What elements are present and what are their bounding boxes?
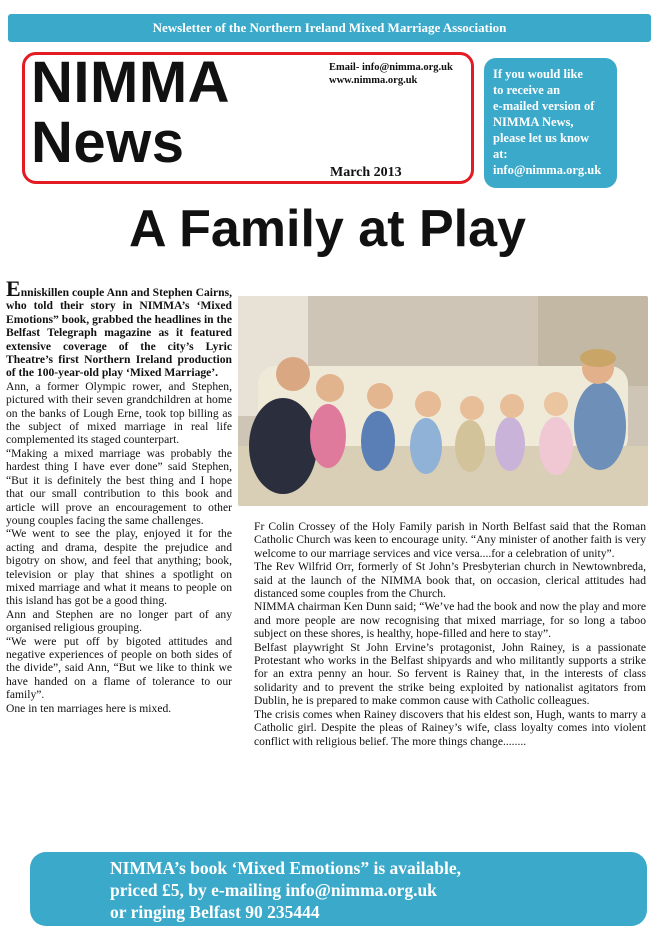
masthead (22, 52, 474, 184)
drop-cap: E (6, 276, 21, 301)
family-photo (238, 296, 648, 506)
left-paragraph: “We went to see the play, enjoyed it for the acting and drama, despite the prejudice and bigotry on show, and feel that anything; book, television or play that shines a spotlight on mixed marriage and what it means to people on this island has got be a good thing. (6, 527, 232, 608)
family-photo-illustration (238, 296, 648, 506)
book-promo-line-1: NIMMA’s book ‘Mixed Emotions” is available, (110, 858, 461, 878)
book-promo-banner (30, 852, 647, 926)
left-paragraph: One in ten marriages here is mixed. (6, 701, 172, 715)
contact-website: www.nimma.org.uk (329, 75, 418, 86)
right-paragraph: The crisis comes when Rainey discovers that his eldest son, Hugh, wants to marry a Catholic girl. Despite the pleas of Rainey’s wife, class loyalty comes into violent conflict with religious belief. The more things change........ (254, 707, 646, 748)
lead-text: nniskillen couple Ann and Stephen Cairns, who told their story in NIMMA’s ‘Mixed Emotions” book, grabbed the headlines in the Belfast Telegraph magazine as it featured extensive coverage of the city’s Lyric Theatre’s first Northern Ireland production of the 100-year-old play ‘Mixed Marriage’. (6, 286, 232, 380)
article-headline: A Family at Play (129, 200, 526, 258)
article-lead (6, 276, 232, 380)
logo-line-2: News (31, 110, 185, 175)
right-paragraph: Belfast playwright St John Ervine’s protagonist, John Rainey, is a passionate Protestant who works in the Belfast shipyards and who militantly supports a strike for an extra penny an hour. So fervent is Rainey that, in the interests of class solidarity and to prevent the strike being exploited by nationalist agitators from Dublin, he is prepared to make common cause with Catholic colleagues. (254, 640, 646, 708)
issue-date: March 2013 (330, 165, 402, 180)
left-paragraph: “We were put off by bigoted attitudes and negative experiences of people on both sides of the divide”, said Ann, “But we like to think we have handed on a flame of tolerance to our family”. (6, 634, 232, 702)
right-paragraph: Fr Colin Crossey of the Holy Family parish in North Belfast said that the Roman Catholic Church was keen to encourage unity. “Any minister of another faith is very welcome to our marriage services and vice versa....for a celebration of unity”. (254, 520, 646, 560)
right-paragraph: NIMMA chairman Ken Dunn said; “We’ve had the book and now the play and more and more people are now recognising that mixed marriage, for so long a taboo subject on these shores, is healthy, hope-filled and here to stay”. (254, 600, 646, 641)
book-promo-line-3: or ringing Belfast 90 235444 (110, 902, 320, 922)
left-paragraph: Ann, a former Olympic rower, and Stephen, pictured with their seven grandchildren at home on the banks of Lough Erne, took top billing as the subject of mixed marriage in real life complemented its staged counterpart. (6, 379, 232, 447)
book-promo-line-2: priced £5, by e-mailing info@nimma.org.uk (110, 880, 437, 900)
article-right-column (254, 520, 646, 748)
right-paragraph: The Rev Wilfrid Orr, formerly of St John’s Presbyterian church in Newtownbreda, said at the launch of the NIMMA book that, on occasion, clerical attitudes had distanced some couples from the Church. (254, 560, 646, 601)
newsletter-tagline: Newsletter of the Northern Ireland Mixed Marriage Association (152, 20, 507, 35)
email-subscription-promo: If you would like to receive an e-mailed version of NIMMA News, please let us know at: info@nimma.org.uk (484, 58, 617, 188)
article-left-column (6, 276, 232, 715)
contact-info (329, 61, 453, 87)
contact-email: Email- info@nimma.org.uk (329, 62, 453, 73)
nimma-news-logo (31, 50, 231, 175)
left-paragraph: “Making a mixed marriage was probably the hardest thing I have ever done” said Stephen, “But it is definitely the best thing and I hope that our small contribution to this book and article will prove an encouragement to other young couples facing the same challenges. (6, 446, 232, 527)
left-paragraph: Ann and Stephen are no longer part of any organised religious grouping. (6, 607, 232, 635)
newsletter-tagline-banner (8, 14, 651, 42)
logo-line-1: NIMMA (31, 50, 231, 115)
